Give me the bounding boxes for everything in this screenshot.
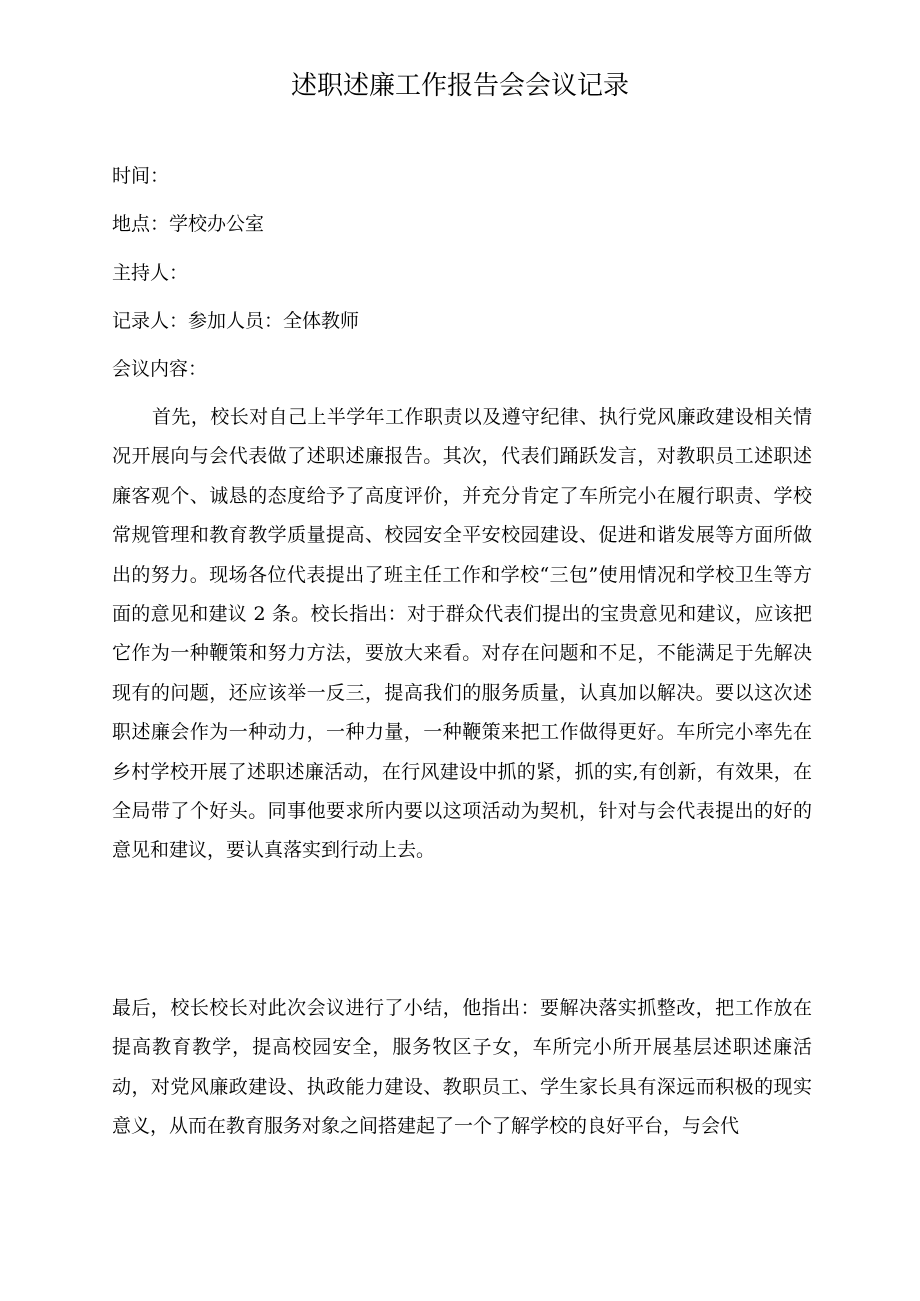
paragraph: 最后，校长校长对此次会议进行了小结，他指出：要解决落实抓整改，把工作放在提高教育教学，提高校园安全，服务牧区子女，车所完小所开展基层述职述廉活动，对党风廉政建设、执政能力建设、教职员工、学生家长具有深远而积极的现实意义，从而在教育服务对象之间搭建起了一个了解学校的良好平台，与会代 [112, 997, 812, 1138]
document-title: 述职述廉工作报告会会议记录 [290, 71, 629, 101]
paragraph: 首先，校长对自己上半学年工作职责以及遵守纪律、执行党风廉政建设相关情况开展向与会代表做了述职述廉报告。其次，代表们踊跃发言，对教职员工述职述廉客观个、诚恳的态度给予了高度评价，并充分肯定了车所完小在履行职责、学校常规管理和教育教学质量提高、校园安全平安校园建设、促进和谐发展等方面所做出的努力。现场各位代表提出了班主任工作和学校“三包”使用情况和学校卫生等方面的意见和建议 2 条。校长指出：对于群众代表们提出的宝贵意见和建议，应该把它作为一种鞭策和努力方法，要放大来看。对存在问题和不足，不能满足于先解决现有的问题，还应该举一反三，提高我们的服务质量，认真加以解决。要以这次述职述廉会作为一种动力，一种力量，一种鞭策来把工作做得更好。车所完小率先在乡村学校开展了述职述廉活动，在行风建设中抓的紧，抓的实,有创新，有效果，在全局带了个好头。同事他要求所内要以这项活动为契机，针对与会代表提出的好的意见和建议，要认真落实到行动上去。 [112, 406, 812, 862]
meeting-location: 地点：学校办公室 [112, 213, 265, 235]
meeting-time: 时间： [112, 165, 170, 187]
meeting-recorder-attendees: 记录人：参加人员：全体教师 [112, 310, 360, 332]
meeting-content-label: 会议内容： [112, 358, 208, 380]
meeting-host: 主持人： [112, 262, 189, 284]
